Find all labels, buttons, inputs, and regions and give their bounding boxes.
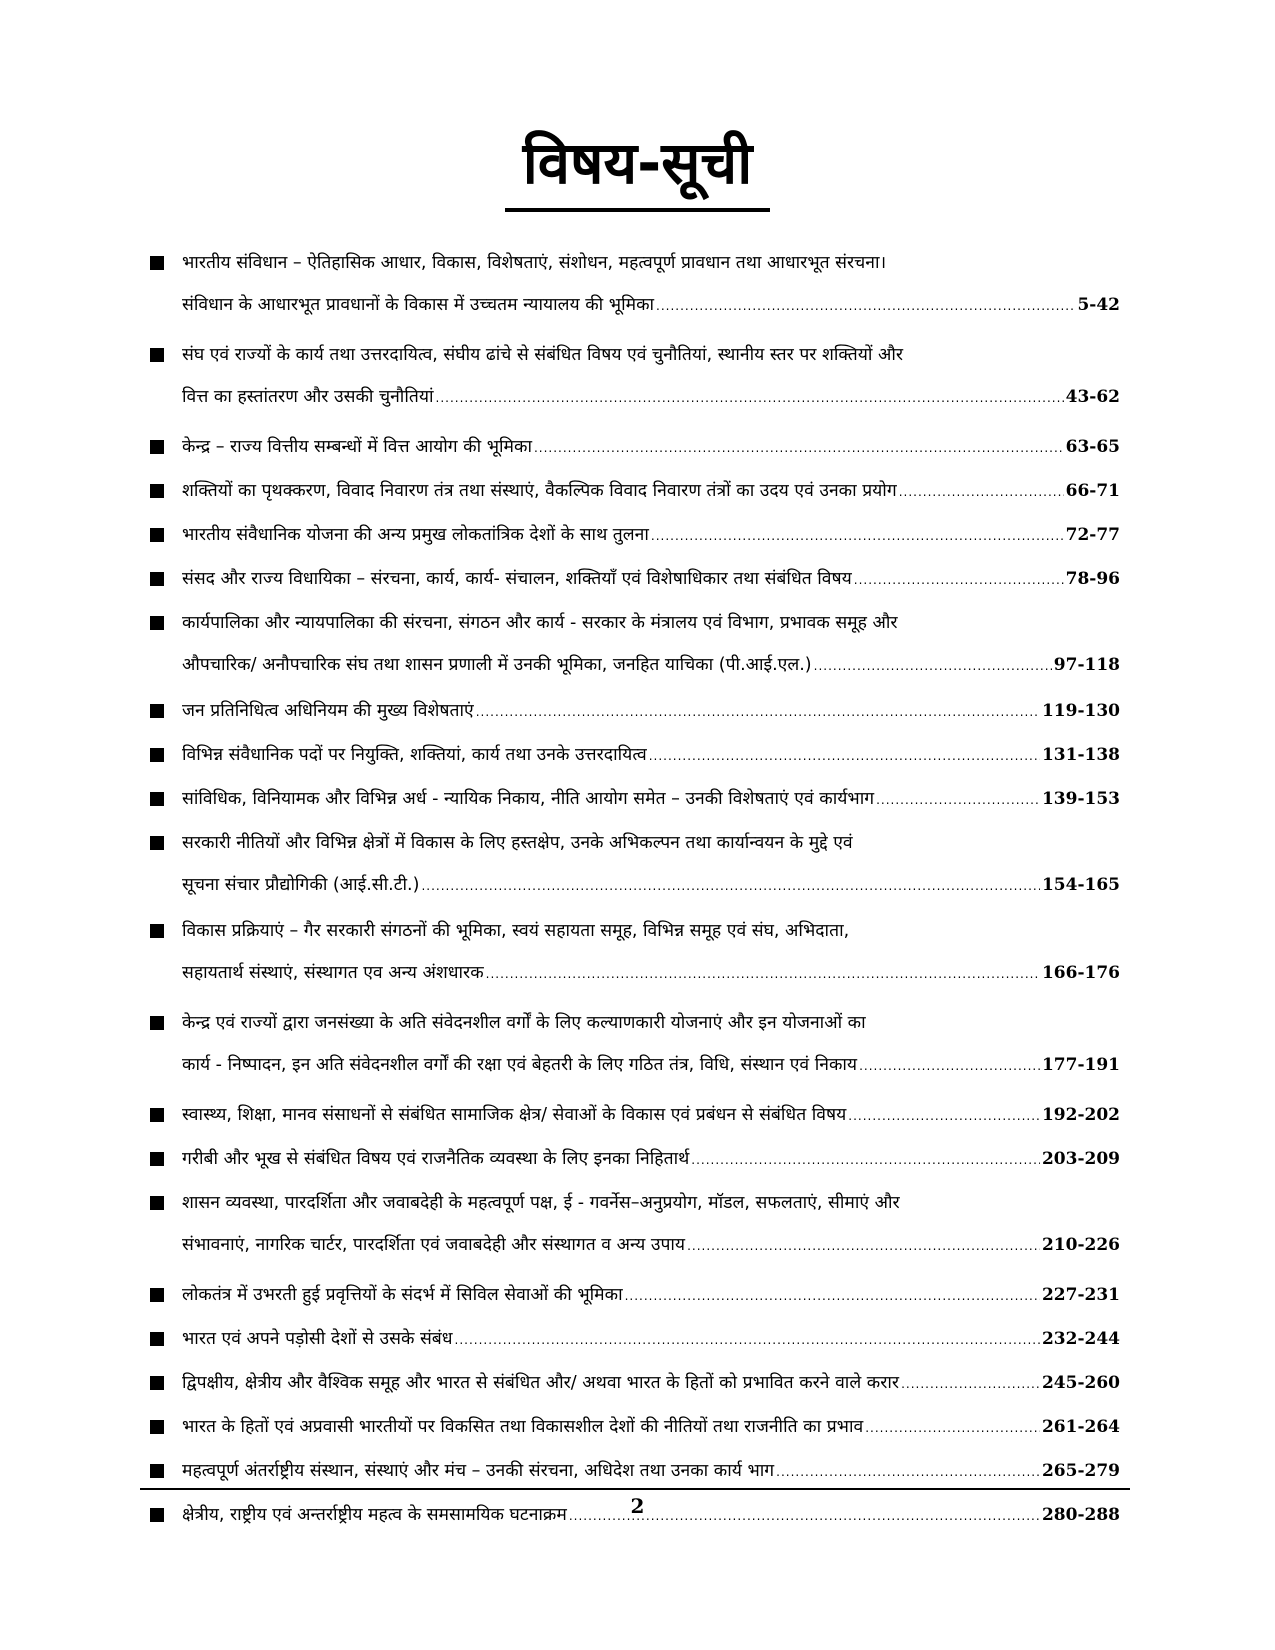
- square-bullet-icon: [150, 484, 164, 498]
- toc-page-range: 5-42: [1077, 295, 1120, 315]
- dot-leader: [534, 427, 1064, 469]
- toc-entry: [150, 1318, 1120, 1360]
- toc-entry-line: [182, 1362, 1120, 1404]
- toc-entry-line: [182, 778, 1120, 820]
- dot-leader: [436, 377, 1064, 419]
- dot-leader: [901, 1363, 1040, 1405]
- toc-entry-line: [182, 952, 1120, 994]
- dot-leader: [776, 1451, 1040, 1493]
- toc-entry: [150, 1274, 1120, 1316]
- square-bullet-icon: [150, 348, 164, 362]
- dot-leader: [687, 1225, 1040, 1267]
- toc-entry: [150, 602, 1120, 686]
- toc-page-range: 63-65: [1065, 437, 1120, 457]
- square-bullet-icon: [150, 572, 164, 586]
- square-bullet-icon: [150, 1420, 164, 1434]
- square-bullet-icon: [150, 1152, 164, 1166]
- toc-entry-text: विकास प्रक्रियाएं – गैर सरकारी संगठनों की भूमिका, स्वयं सहायता समूह, विभिन्न समूह एवं संघ, अभिदाता,: [182, 921, 850, 941]
- toc-entry-line: [182, 1274, 1120, 1316]
- toc-entry: [150, 734, 1120, 776]
- toc-entry-line: [182, 864, 1120, 906]
- toc-entry-text: विभिन्न संवैधानिक पदों पर नियुक्ति, शक्तियां, कार्य तथा उनके उत्तरदायित्व: [182, 745, 647, 765]
- toc-entry-text: वित्त का हस्तांतरण और उसकी चुनौतियां: [182, 387, 434, 407]
- square-bullet-icon: [150, 1464, 164, 1478]
- toc-entry-line: [182, 242, 1120, 284]
- dot-leader: [455, 1319, 1040, 1361]
- toc-page-range: 192-202: [1041, 1105, 1120, 1125]
- dot-leader: [625, 1275, 1040, 1317]
- square-bullet-icon: [150, 1288, 164, 1302]
- square-bullet-icon: [150, 528, 164, 542]
- toc-page-range: 78-96: [1065, 569, 1120, 589]
- toc-entry-text: संभावनाएं, नागरिक चार्टर, पारदर्शिता एवं जवाबदेही और संस्थागत व अन्य उपाय: [182, 1235, 686, 1255]
- toc-entry-text: सरकारी नीतियों और विभिन्न क्षेत्रों में विकास के लिए हस्तक्षेप, उनके अभिकल्पन तथा कार्यान्वयन के मुद्दे एवं: [182, 833, 853, 853]
- dot-leader: [899, 471, 1064, 513]
- page-title: विषय-सूची: [505, 128, 771, 212]
- toc-entry: [150, 242, 1120, 326]
- toc-entry-line: [182, 910, 1120, 952]
- toc-page-range: 131-138: [1041, 745, 1120, 765]
- toc-entry-text: सहायतार्थ संस्थाएं, संस्थागत एव अन्य अंशधारक: [182, 963, 484, 983]
- toc-entry-text: गरीबी और भूख से संबंधित विषय एवं राजनैतिक व्यवस्था के लिए इनका निहितार्थ: [182, 1149, 690, 1169]
- toc-entry-line: [182, 644, 1120, 686]
- toc-entry-text: शक्तियों का पृथक्करण, विवाद निवारण तंत्र तथा संस्थाएं, वैकल्पिक विवाद निवारण तंत्रों का उदय एवं उनका प्रयोग: [182, 481, 897, 501]
- toc-page-range: 119-130: [1041, 701, 1120, 721]
- toc-entry-line: [182, 1182, 1120, 1224]
- toc-entry-line: [182, 822, 1120, 864]
- square-bullet-icon: [150, 704, 164, 718]
- dot-leader: [656, 285, 1075, 327]
- toc-entry-line: [182, 514, 1120, 556]
- toc-page-range: 97-118: [1053, 655, 1120, 675]
- toc-entry: [150, 1094, 1120, 1136]
- toc-entry: [150, 1182, 1120, 1266]
- toc-page-range: 265-279: [1041, 1461, 1120, 1481]
- dot-leader: [421, 865, 1040, 907]
- toc-page-range: 280-288: [1041, 1505, 1120, 1525]
- toc-entry: [150, 1362, 1120, 1404]
- toc-page-range: 245-260: [1041, 1373, 1120, 1393]
- toc-entry-text: भारत के हितों एवं अप्रवासी भारतीयों पर विकसित तथा विकासशील देशों की नीतियों तथा राजनीति का प्रभाव: [182, 1417, 864, 1437]
- toc-page-range: 177-191: [1041, 1055, 1120, 1075]
- dot-leader: [486, 953, 1040, 995]
- dot-leader: [691, 1139, 1040, 1181]
- toc-page-range: 203-209: [1041, 1149, 1120, 1169]
- toc-page-range: 166-176: [1041, 963, 1120, 983]
- toc-entry-text: द्विपक्षीय, क्षेत्रीय और वैश्विक समूह और भारत से संबंधित और/ अथवा भारत के हितों को प्रभावित करने वाले करार: [182, 1373, 900, 1393]
- toc-entry-text: औपचारिक/ अनौपचारिक संघ तथा शासन प्रणाली में उनकी भूमिका, जनहित याचिका (पी.आई.एल.): [182, 655, 812, 675]
- toc-entry-text: क्षेत्रीय, राष्ट्रीय एवं अन्तर्राष्ट्रीय महत्व के समसामयिक घटनाक्रम: [182, 1505, 567, 1525]
- toc-entry: [150, 910, 1120, 994]
- dot-leader: [476, 691, 1040, 733]
- toc-page-range: 66-71: [1065, 481, 1120, 501]
- dot-leader: [848, 1095, 1040, 1137]
- toc-entry-line: [182, 1224, 1120, 1266]
- dot-leader: [865, 1407, 1040, 1449]
- toc-entry: [150, 426, 1120, 468]
- toc-entry-text: केन्द्र – राज्य वित्तीय सम्बन्धों में वित्त आयोग की भूमिका: [182, 437, 532, 457]
- title-wrapper: [0, 128, 1275, 212]
- square-bullet-icon: [150, 1196, 164, 1210]
- toc-entry: [150, 558, 1120, 600]
- toc-entry-line: [182, 1450, 1120, 1492]
- toc-entry-line: [182, 470, 1120, 512]
- square-bullet-icon: [150, 924, 164, 938]
- dot-leader: [859, 1045, 1040, 1087]
- toc-entry-text: संविधान के आधारभूत प्रावधानों के विकास में उच्चतम न्यायालय की भूमिका: [182, 295, 655, 315]
- toc-entry-line: [182, 1406, 1120, 1448]
- toc-entry-line: [182, 426, 1120, 468]
- square-bullet-icon: [150, 1332, 164, 1346]
- toc-entry-text: केन्द्र एवं राज्यों द्वारा जनसंख्या के अति संवेदनशील वर्गों के लिए कल्याणकारी योजनाएं और इन योजनाओं का: [182, 1013, 866, 1033]
- toc-entry-line: [182, 1138, 1120, 1180]
- square-bullet-icon: [150, 1016, 164, 1030]
- square-bullet-icon: [150, 1376, 164, 1390]
- toc-entry-text: भारतीय संविधान – ऐतिहासिक आधार, विकास, विशेषताएं, संशोधन, महत्वपूर्ण प्रावधान तथा आधारभूत संरचना।: [182, 253, 887, 273]
- toc-entry-text: भारत एवं अपने पड़ोसी देशों से उसके संबंध: [182, 1329, 453, 1349]
- toc-entry-text: सांविधिक, विनियामक और विभिन्न अर्ध - न्यायिक निकाय, नीति आयोग समेत – उनकी विशेषताएं एवं कार्यभाग: [182, 789, 875, 809]
- toc-entry-text: जन प्रतिनिधित्व अधिनियम की मुख्य विशेषताएं: [182, 701, 474, 721]
- toc-entry: [150, 778, 1120, 820]
- toc-entry-text: कार्यपालिका और न्यायपालिका की संरचना, संगठन और कार्य - सरकार के मंत्रालय एवं विभाग, प्रभावक समूह और: [182, 613, 898, 633]
- toc-entry-text: भारतीय संवैधानिक योजना की अन्य प्रमुख लोकतांत्रिक देशों के साथ तुलना: [182, 525, 649, 545]
- toc-entry: [150, 1450, 1120, 1492]
- toc-entry-line: [182, 284, 1120, 326]
- dot-leader: [854, 559, 1064, 601]
- toc-entry-text: महत्वपूर्ण अंतर्राष्ट्रीय संस्थान, संस्थाएं और मंच – उनकी संरचना, अधिदेश तथा उनका कार्य भाग: [182, 1461, 775, 1481]
- toc-entry-text: कार्य - निष्पादन, इन अति संवेदनशील वर्गों की रक्षा एवं बेहतरी के लिए गठित तंत्र, विधि, संस्थान एवं निकाय: [182, 1055, 858, 1075]
- toc-entry: [150, 690, 1120, 732]
- toc-entry: [150, 1138, 1120, 1180]
- square-bullet-icon: [150, 616, 164, 630]
- toc-entry: [150, 334, 1120, 418]
- toc-entry-text: संसद और राज्य विधायिका – संरचना, कार्य, कार्य- संचालन, शक्तियाँ एवं विशेषाधिकार तथा संबंधित विषय: [182, 569, 852, 589]
- toc-entry-text: स्वास्थ्य, शिक्षा, मानव संसाधनों से संबंधित सामाजिक क्षेत्र/ सेवाओं के विकास एवं प्रबंधन से संबंधित विषय: [182, 1105, 847, 1125]
- toc-entry-line: [182, 1002, 1120, 1044]
- toc-entry: [150, 514, 1120, 556]
- toc-entry-text: लोकतंत्र में उभरती हुई प्रवृत्तियों के संदर्भ में सिविल सेवाओं की भूमिका: [182, 1285, 623, 1305]
- toc-page-range: 139-153: [1041, 789, 1120, 809]
- square-bullet-icon: [150, 1108, 164, 1122]
- toc-entry: [150, 1406, 1120, 1448]
- page-number: 2: [630, 1494, 645, 1518]
- square-bullet-icon: [150, 836, 164, 850]
- dot-leader: [649, 735, 1040, 777]
- toc-entry-line: [182, 376, 1120, 418]
- toc-page-range: 43-62: [1065, 387, 1120, 407]
- toc-page-range: 227-231: [1041, 1285, 1120, 1305]
- dot-leader: [651, 515, 1064, 557]
- dot-leader: [814, 645, 1052, 687]
- toc-entry: [150, 822, 1120, 906]
- toc-entry: [150, 1002, 1120, 1086]
- toc-entry-line: [182, 690, 1120, 732]
- toc-entry: [150, 470, 1120, 512]
- dot-leader: [876, 779, 1040, 821]
- toc-page-range: 261-264: [1041, 1417, 1120, 1437]
- toc-page-range: 72-77: [1065, 525, 1120, 545]
- square-bullet-icon: [150, 256, 164, 270]
- toc-entry-text: संघ एवं राज्यों के कार्य तथा उत्तरदायित्व, संघीय ढांचे से संबंधित विषय एवं चुनौतियां, स्थानीय स्तर पर शक्तियों और: [182, 345, 904, 365]
- square-bullet-icon: [150, 440, 164, 454]
- toc-entry-line: [182, 1094, 1120, 1136]
- square-bullet-icon: [150, 748, 164, 762]
- toc-entry-line: [182, 558, 1120, 600]
- toc-entry-text: सूचना संचार प्रौद्योगिकी (आई.सी.टी.): [182, 875, 420, 895]
- toc-entry-line: [182, 1044, 1120, 1086]
- toc-page-range: 232-244: [1041, 1329, 1120, 1349]
- toc-entry-line: [182, 734, 1120, 776]
- toc-entry-line: [182, 334, 1120, 376]
- toc-entry-line: [182, 1318, 1120, 1360]
- toc-page-range: 154-165: [1041, 875, 1120, 895]
- footer-divider: [140, 1488, 1130, 1490]
- toc-entry-line: [182, 602, 1120, 644]
- toc-entry-text: शासन व्यवस्था, पारदर्शिता और जवाबदेही के महत्वपूर्ण पक्ष, ई - गवर्नेस–अनुप्रयोग, मॉडल, सफलताएं, सीमाएं और: [182, 1193, 900, 1213]
- table-of-contents: [150, 242, 1120, 1536]
- toc-page-range: 210-226: [1041, 1235, 1120, 1255]
- square-bullet-icon: [150, 792, 164, 806]
